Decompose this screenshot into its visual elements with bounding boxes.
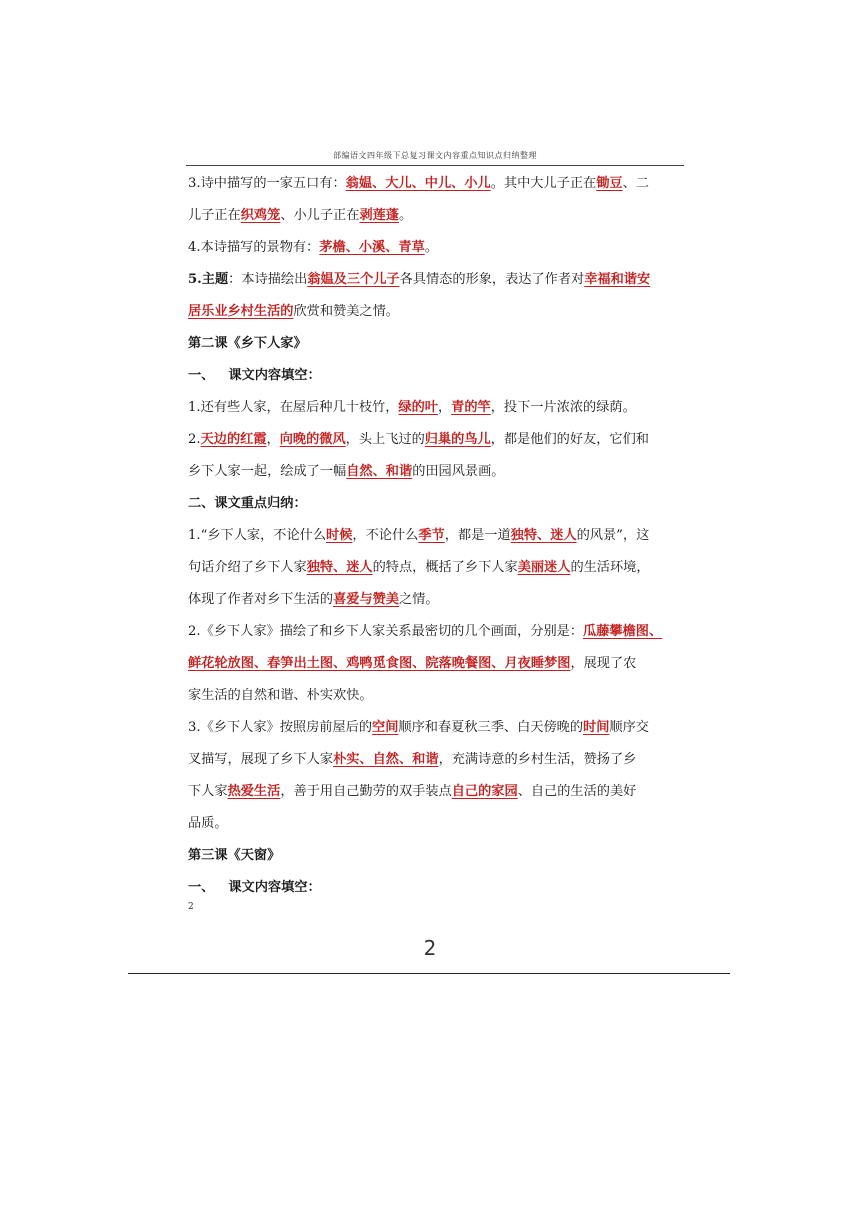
text-segment: 3.《乡下人家》按照房前屋后的 [188, 720, 373, 735]
text-segment: ，投下一片浓浓的绿荫。 [490, 400, 636, 415]
text-line [188, 776, 688, 808]
text-segment: 的特点，概括了乡下人家 [372, 560, 518, 575]
text-segment: 下人家 [188, 784, 228, 799]
highlighted-answer: 独特、迷人 [510, 528, 577, 543]
text-segment: 句话介绍了乡下人家 [188, 560, 307, 575]
section-heading [188, 488, 688, 520]
text-segment: 。 [399, 208, 413, 223]
text-line [188, 584, 688, 616]
text-line [188, 424, 688, 456]
text-segment: 1.“乡下人家，不论什么 [188, 528, 327, 543]
text-segment: 课文内容填空： [228, 368, 321, 383]
highlighted-answer: 翁媪、大儿、中儿、小儿 [345, 176, 491, 191]
text-line [188, 392, 688, 424]
highlighted-answer: 归巢的鸟儿 [424, 432, 491, 447]
header-divider [186, 165, 684, 166]
highlighted-answer: 居乐业乡村生活的 [188, 304, 294, 319]
text-segment: 一、 [188, 880, 215, 895]
highlighted-answer: 自然、和谐 [346, 464, 413, 479]
highlighted-answer: 朴实、自然、和谐 [333, 752, 439, 767]
text-segment: 1.还有些人家，在屋后种几十枝竹， [188, 400, 399, 415]
highlighted-answer: 季节 [418, 528, 445, 543]
text-segment: ：本诗描绘出 [228, 272, 308, 287]
text-segment: 、自己的生活的美好 [517, 784, 637, 799]
text-segment: 家生活的自然和谐、朴实欢快。 [188, 688, 373, 703]
text-segment: 儿子正在 [188, 208, 241, 223]
text-segment: ，头上飞过的 [345, 432, 425, 447]
text-segment: ，善于用自己勤劳的双手装点 [280, 784, 452, 799]
highlighted-answer: 喜爱与赞美 [333, 592, 399, 607]
text-segment: 2.《乡下人家》描绘了和乡下人家关系最密切的几个画面，分别是： [188, 624, 584, 639]
text-line [188, 616, 688, 648]
text-segment: 体现了作者对乡下生活的 [188, 592, 334, 607]
highlighted-answer: 幸福和谐安 [584, 272, 651, 287]
text-segment: 二、课文重点归纳： [188, 496, 307, 511]
text-line [188, 168, 688, 200]
text-line [188, 232, 688, 264]
highlighted-answer: 独特、迷人 [306, 560, 373, 575]
highlighted-answer: 时候 [326, 528, 353, 543]
section-heading [188, 328, 688, 360]
text-segment: ，不论什么 [352, 528, 419, 543]
text-segment: 的生活环境， [570, 560, 650, 575]
text-segment: 3.诗中描写的一家五口有： [188, 176, 346, 191]
text-segment: ，充满诗意的乡村生活，赞扬了乡 [438, 752, 637, 767]
text-segment: 叉描写，展现了乡下人家 [188, 752, 334, 767]
small-page-number: 2 [188, 902, 194, 912]
text-segment: ，都是一道 [444, 528, 511, 543]
text-segment: 。其中大儿子正在 [490, 176, 597, 191]
highlighted-answer: 自己的家园 [451, 784, 518, 799]
text-segment: 。 [424, 240, 438, 255]
highlighted-answer: 织鸡笼 [240, 208, 281, 223]
highlighted-answer: 时间 [583, 720, 610, 735]
text-segment: 5.主题 [188, 272, 229, 287]
section-heading [188, 360, 688, 392]
highlighted-answer: 绿的叶 [398, 400, 438, 415]
text-segment: 课文内容填空： [228, 880, 321, 895]
text-line [188, 712, 688, 744]
highlighted-answer: 青的竿 [451, 400, 491, 415]
text-segment: 4.本诗描写的景物有： [188, 240, 320, 255]
highlighted-answer: 空间 [372, 720, 399, 735]
text-segment: 的风景”，这 [576, 528, 650, 543]
highlighted-answer: 锄豆 [596, 176, 623, 191]
highlighted-answer: 剥莲蓬 [359, 208, 399, 223]
text-segment: ， [437, 400, 452, 415]
text-segment: ， [266, 432, 280, 447]
text-segment: 第二课《乡下人家》 [188, 336, 307, 351]
text-segment: 欣赏和赞美之情。 [293, 304, 399, 319]
highlighted-answer: 鲜花轮放图、春笋出土图、鸡鸭觅食图、院落晚餐图、月夜睡梦图 [188, 656, 571, 671]
document-body [188, 168, 688, 904]
section-heading [188, 840, 688, 872]
highlighted-answer: 热爱生活 [227, 784, 281, 799]
text-segment: 顺序和春夏秋三季、白天傍晚的 [398, 720, 584, 735]
text-line [188, 744, 688, 776]
text-segment: 品质。 [188, 816, 228, 831]
text-segment: 一、 [188, 368, 215, 383]
highlighted-answer: 美丽迷人 [517, 560, 571, 575]
text-line [188, 808, 688, 840]
text-line [188, 200, 688, 232]
text-segment: 2. [188, 432, 201, 447]
text-segment: 、小儿子正在 [280, 208, 360, 223]
footer-divider [128, 973, 730, 974]
text-segment: 的田园风景画。 [412, 464, 505, 479]
highlighted-answer: 瓜藤攀檐图、 [583, 624, 663, 639]
text-line [188, 648, 688, 680]
text-line [188, 264, 688, 296]
text-line [188, 456, 688, 488]
section-heading [188, 872, 688, 904]
text-line [188, 552, 688, 584]
page-number: 2 [423, 936, 437, 960]
text-segment: 之情。 [399, 592, 439, 607]
text-segment: ，都是他们的好友，它们和 [490, 432, 649, 447]
text-segment: ，展现了农 [570, 656, 637, 671]
page-header: 部编语文四年级下总复习课文内容重点知识点归纳整理 [333, 151, 537, 160]
text-line [188, 680, 688, 712]
highlighted-answer: 翁媪及三个儿子 [307, 272, 400, 287]
text-segment: 第三课《天窗》 [188, 848, 281, 863]
text-segment: 顺序交 [609, 720, 649, 735]
text-line [188, 520, 688, 552]
text-segment: 各具情态的形象，表达了作者对 [399, 272, 585, 287]
highlighted-answer: 向晚的微风 [279, 432, 346, 447]
highlighted-answer: 天边的红霞 [200, 432, 267, 447]
text-line [188, 296, 688, 328]
highlighted-answer: 茅檐、小溪、青草 [319, 240, 425, 255]
text-segment: 、二 [622, 176, 649, 191]
text-segment: 乡下人家一起，绘成了一幅 [188, 464, 347, 479]
